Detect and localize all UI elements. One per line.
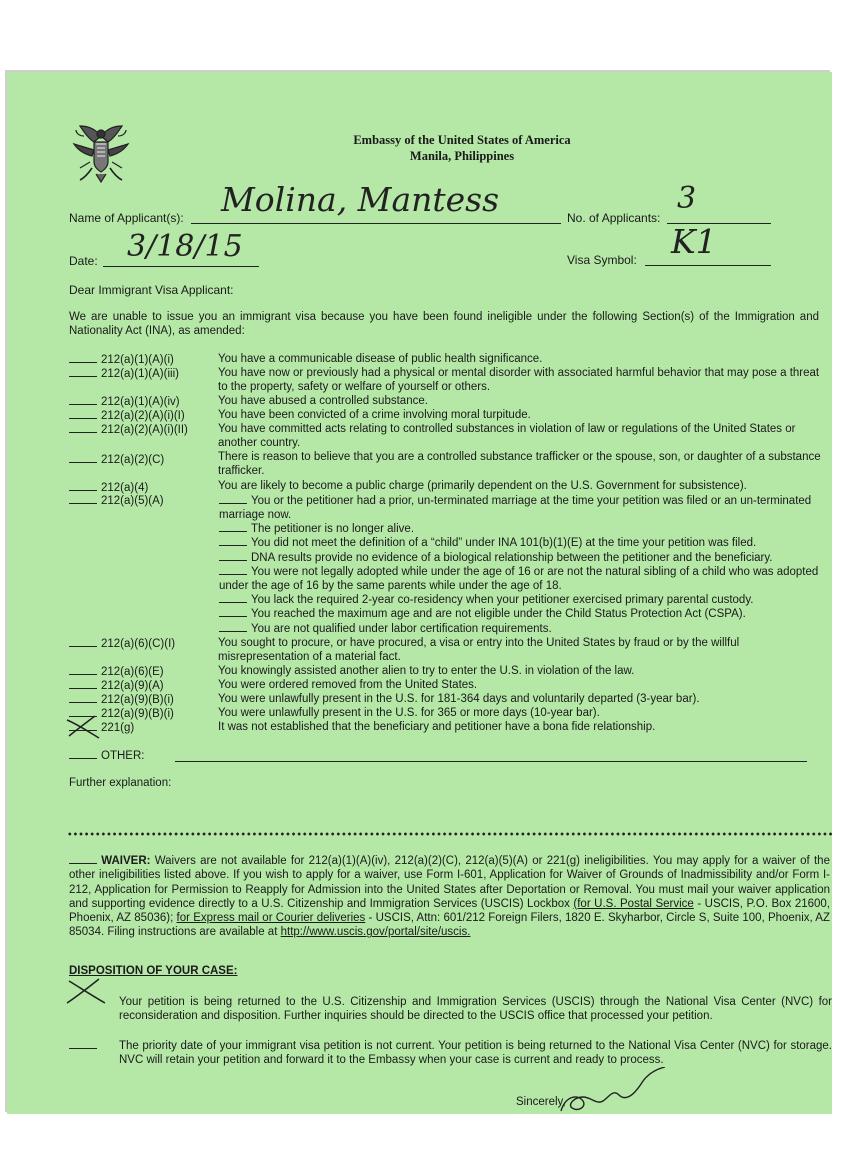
section-code[interactable]: 212(a)(2)(A)(i)(II) (69, 422, 188, 437)
sub-item[interactable]: You reached the maximum age and are not eligible under the Child Status Protection Act (CSPA). (219, 606, 831, 621)
section-code[interactable]: 212(a)(1)(A)(i) (69, 352, 174, 367)
section-code[interactable]: 212(a)(5)(A) (69, 493, 164, 508)
applicant-count-value[interactable]: 3 (677, 181, 697, 216)
waiver-paragraph: WAIVER: Waivers are not available for 212(a)(1)(A)(iv), 212(a)(2)(C), 212(a)(5)(A) or 221(g) ineligibilities. You may apply for a waiver of the other ineligibilities listed above. If you wish to apply for a waiver, use Form I-601, Application for Waiver of Grounds of Inadmissibility and/or Form I-212, Application for Permission to Reapply for Admission into the United States after Deportation or Removal. You must mail your waiver application and supporting evidence directly to a U.S. Citizenship and Immigration Services (USCIS) Lockbox (for U.S. Postal Service - USCIS, P.O. Box 21600, Phoenix, AZ 85036); for Express mail or Courier deliveries - USCIS, Attn: 601/212 Foreign Filers, 1820 E. Skyharbor, Circle S, Suite 100, Phoenix, AZ 85034. Filing instructions are available at http://www.uscis.gov/portal/site/uscis. (69, 855, 830, 939)
section-text: You were unlawfully present in the U.S. for 181-364 days and voluntarily departed (3-year bar). (218, 693, 700, 705)
section-code[interactable]: 212(a)(2)(C) (69, 452, 164, 467)
embassy-location: Manila, Philippines (409, 149, 515, 163)
dotted-divider (67, 832, 832, 836)
sub-item[interactable]: The petitioner is no longer alive. (219, 521, 831, 536)
salutation: Dear Immigrant Visa Applicant: (69, 283, 234, 297)
embassy-title: Embassy of the United States of America (353, 133, 571, 147)
disposition-x-mark-icon (65, 977, 109, 1007)
disposition-option-2[interactable]: The priority date of your immigrant visa petition is not current. Your petition is being returned to the National Visa Center (NVC) for storage. NVC will retain your petition and forward it to the Embassy when your case is current and ready to process. (119, 1040, 832, 1067)
embassy-form-sheet (7, 72, 832, 1114)
uscis-url-link[interactable]: http://www.uscis.gov/portal/site/uscis. (280, 926, 471, 939)
section-code[interactable]: 212(a)(4) (69, 480, 148, 495)
disposition-option-2-blank[interactable] (69, 1048, 97, 1049)
sub-item[interactable]: You lack the required 2-year co-residency when your petitioner exercised primary parental custody. (219, 592, 831, 607)
other-field-line[interactable] (175, 761, 807, 762)
section-text: You have committed acts relating to controlled substances in violation of law or regulations of the United States or another country. (218, 423, 796, 449)
section-code[interactable]: 212(a)(6)(E) (69, 664, 164, 679)
eagle-seal-icon (70, 122, 132, 186)
disposition-title: DISPOSITION OF YOUR CASE: (69, 965, 238, 977)
sub-item[interactable]: DNA results provide no evidence of a biological relationship between the petitioner and the beneficiary. (219, 550, 831, 565)
sub-item[interactable]: You or the petitioner had a prior, un-terminated marriage at the time your petition was filed or an un-terminated marriage now. (219, 495, 812, 521)
applicant-name-value[interactable]: Molina, Mantess (221, 180, 500, 219)
check-x-mark-icon (65, 714, 105, 740)
closing-sincerely: Sincerely, (516, 1096, 566, 1108)
date-value[interactable]: 3/18/15 (127, 229, 243, 264)
applicant-count-label: No. of Applicants: (567, 211, 661, 225)
section-code[interactable]: 212(a)(6)(C)(I) (69, 636, 175, 651)
signature-icon (547, 1067, 677, 1114)
sub-item[interactable]: You did not meet the definition of a “child” under INA 101(b)(1)(E) at the time your petition was filed. (219, 535, 831, 550)
section-text: You have abused a controlled substance. (218, 395, 428, 407)
postal-service-link[interactable]: (for U.S. Postal Service (573, 897, 694, 910)
section-text: You sought to procure, or have procured, a visa or entry into the United States by fraud or by the willful misrepresentation of a material fact. (218, 637, 740, 663)
date-label: Date: (69, 254, 98, 268)
section-code[interactable]: 212(a)(1)(A)(iii) (69, 366, 179, 381)
other-field-label: OTHER: (69, 748, 144, 763)
section-text: There is reason to believe that you are a controlled substance trafficker or the spouse, son, or daughter of a substance trafficker. (218, 451, 821, 477)
applicant-name-label: Name of Applicant(s): (69, 211, 184, 225)
visa-symbol-label: Visa Symbol: (567, 253, 637, 267)
section-text: You were ordered removed from the United States. (218, 679, 478, 691)
section-text: You knowingly assisted another alien to try to enter the U.S. in violation of the law. (218, 665, 635, 677)
section-text: You have been convicted of a crime involving moral turpitude. (218, 409, 531, 421)
sub-item[interactable]: You are not qualified under labor certification requirements. (219, 621, 831, 636)
section-text: You are likely to become a public charge (primarily dependent on the U.S. Government for subsistence). (218, 480, 747, 492)
further-explanation-label: Further explanation: (69, 777, 172, 789)
visa-symbol-value[interactable]: K1 (671, 222, 717, 261)
express-mail-link[interactable]: for Express mail or Courier deliveries (176, 912, 366, 925)
section-code[interactable]: 212(a)(9)(B)(i) (69, 706, 174, 721)
section-code[interactable]: 212(a)(9)(A) (69, 678, 164, 693)
section-code[interactable]: 212(a)(9)(B)(i) (69, 692, 174, 707)
section-code-checked[interactable]: 221(g) (69, 720, 134, 735)
section-text: It was not established that the beneficiary and petitioner have a bona fide relationship. (218, 721, 656, 733)
section-code[interactable]: 212(a)(1)(A)(iv) (69, 394, 180, 409)
section-text: You have now or previously had a physical or mental disorder with associated harmful behavior that may pose a threat to the property, safety or welfare of yourself or others. (218, 367, 820, 393)
section-text: You were unlawfully present in the U.S. for 365 or more days (10-year bar). (218, 707, 600, 719)
sub-item[interactable]: You were not legally adopted while under the age of 16 or are not the natural sibling of a child who was adopted under the age of 16 by the same parents while under the age of 18. (219, 566, 819, 592)
intro-paragraph: We are unable to issue you an immigrant visa because you have been found ineligible under the following Section(s) of the Immigration and Nationality Act (INA), as amended: (69, 311, 819, 338)
disposition-option-1[interactable]: Your petition is being returned to the U.S. Citizenship and Immigration Services (USCIS) through the National Visa Center (NVC) for reconsideration and disposition. Further inquiries should be directed to the USCIS office that processed your petition. (119, 996, 832, 1023)
section-code[interactable]: 212(a)(2)(A)(i)(I) (69, 408, 185, 423)
section-text: You have a communicable disease of public health significance. (218, 353, 543, 365)
